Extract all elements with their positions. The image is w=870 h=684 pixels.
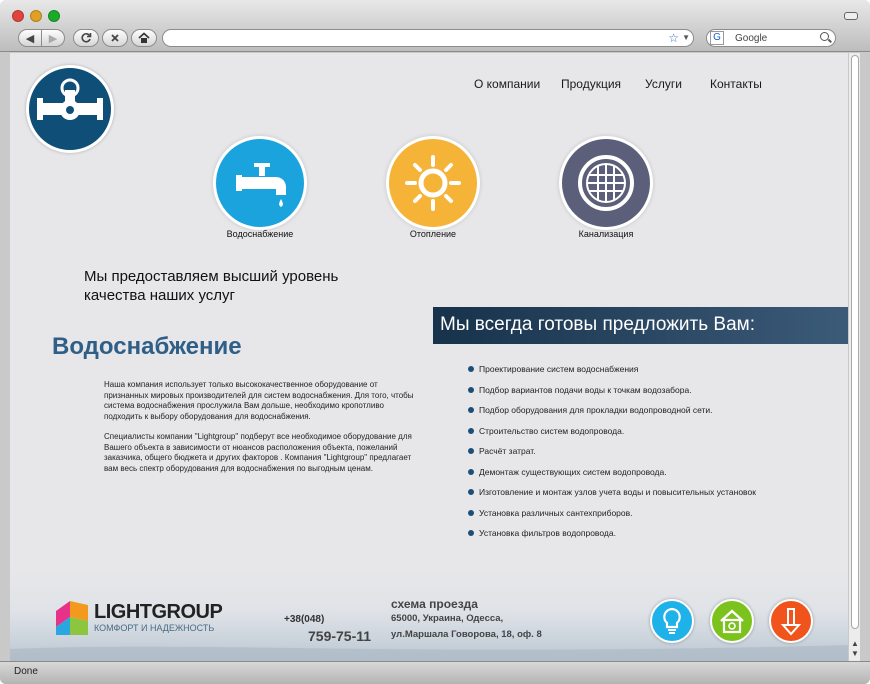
sun-heating-icon <box>389 139 477 227</box>
scrollbar-thumb[interactable] <box>851 55 859 629</box>
nav-item-contacts[interactable]: Контакты <box>710 77 762 91</box>
status-bar <box>0 661 870 684</box>
status-text: Done <box>14 666 38 677</box>
service-water-supply[interactable] <box>216 139 304 227</box>
service-label-water-supply[interactable]: Водоснабжение <box>226 229 294 239</box>
offer-list-item: Расчёт затрат. <box>468 446 756 467</box>
back-icon: ◀ <box>25 32 35 45</box>
reload-button[interactable] <box>73 29 99 47</box>
search-field[interactable] <box>706 29 836 47</box>
forward-button[interactable] <box>41 29 65 47</box>
body-paragraph: Специалисты компании "Lightgroup" подберут все необходимое оборудование для Вашего объекта в зависимости от нюансов расположения объекта, пожеланий заказчика, общего бюджета и других факторов . Компания "Lightgroup" предлагает вам весь спектр оборудования для водоснабжения по выгодным ценам. <box>104 432 412 473</box>
faucet-icon <box>216 139 304 227</box>
bookmark-star-icon[interactable]: ☆ <box>668 31 679 45</box>
home-button[interactable] <box>131 29 157 47</box>
home-icon <box>138 32 150 44</box>
lightbulb-icon <box>652 601 692 641</box>
minimize-window-button[interactable] <box>30 10 42 22</box>
stop-button[interactable] <box>102 29 128 47</box>
footer-wave-decoration <box>10 641 848 661</box>
address-bar[interactable] <box>162 29 694 47</box>
site-logo[interactable] <box>26 65 114 153</box>
section-body <box>104 380 422 484</box>
offer-banner: Мы всегда готовы предложить Вам: <box>433 307 848 344</box>
nav-item-services[interactable]: Услуги <box>645 77 682 91</box>
scroll-down-icon[interactable]: ▼ <box>851 649 859 658</box>
manhole-grate-icon <box>562 139 650 227</box>
forward-icon: ▶ <box>48 32 58 45</box>
google-icon[interactable]: G <box>710 31 724 45</box>
nav-item-about[interactable]: О компании <box>474 77 541 91</box>
offer-list-item: Подбор оборудования для прокладки водопроводной сети. <box>468 405 756 426</box>
chevron-down-icon[interactable]: ▼ <box>682 33 690 42</box>
eco-house-icon <box>712 601 752 641</box>
reload-icon <box>80 32 92 44</box>
warning-arrow-icon <box>771 601 811 641</box>
stop-icon <box>110 33 120 43</box>
vertical-scrollbar[interactable] <box>848 53 860 661</box>
phone-number: 759-75-11 <box>308 628 372 644</box>
nav-item-products[interactable]: Продукция <box>561 77 622 91</box>
service-sewerage[interactable] <box>562 139 650 227</box>
warning-arrow-button[interactable] <box>769 599 813 643</box>
lightgroup-logo-icon[interactable] <box>56 601 88 635</box>
address-line: ул.Маршала Говорова, 18, оф. 8 <box>391 629 542 640</box>
maximize-window-button[interactable] <box>48 10 60 22</box>
offer-list-item: Подбор вариантов подачи воды к точкам водозабора. <box>468 385 756 406</box>
scroll-up-icon[interactable]: ▲ <box>851 639 859 648</box>
service-label-sewerage[interactable]: Канализация <box>578 229 634 239</box>
valve-pipe-icon <box>29 68 111 150</box>
map-link[interactable]: схема проезда <box>391 597 478 611</box>
address-line: 65000, Украина, Одесса, <box>391 613 504 624</box>
offer-list-item: Изготовление и монтаж узлов учета воды и повысительных установок <box>468 487 756 508</box>
service-heating[interactable] <box>389 139 477 227</box>
page-footer <box>10 571 848 661</box>
brand-name[interactable]: LIGHTGROUP <box>94 601 223 623</box>
tagline: Мы предоставляем высший уровень качества наших услуг <box>84 268 339 304</box>
brand-slogan: КОМФОРТ И НАДЕЖНОСТЬ <box>94 623 215 633</box>
service-label-heating[interactable]: Отопление <box>409 229 457 239</box>
offer-list-item: Проектирование систем водоснабжения <box>468 364 756 385</box>
offer-list <box>468 364 756 549</box>
search-icon[interactable] <box>820 32 829 41</box>
toolbar-toggle-button[interactable] <box>844 12 858 20</box>
offer-list-item: Установка различных сантехприборов. <box>468 508 756 529</box>
search-placeholder: Google <box>735 33 768 44</box>
section-heading: Водоснабжение <box>52 333 242 360</box>
lightbulb-button[interactable] <box>650 599 694 643</box>
phone-code: +38(048) <box>284 614 325 625</box>
page-viewport <box>10 53 848 661</box>
close-window-button[interactable] <box>12 10 24 22</box>
offer-list-item: Установка фильтров водопровода. <box>468 528 756 549</box>
offer-list-item: Демонтаж существующих систем водопровода. <box>468 467 756 488</box>
browser-toolbar <box>0 0 870 52</box>
offer-list-item: Строительство систем водопровода. <box>468 426 756 447</box>
body-paragraph: Наша компания использует только высококачественное оборудование от признанных мировых производителей для систем водоснабжения. Для того, чтобы система водоснабжения прослужила Вам дольше, необходимо кропотливо подходить к выбору оборудования для водоснабжения. <box>104 380 414 421</box>
eco-house-button[interactable] <box>710 599 754 643</box>
back-button[interactable] <box>18 29 42 47</box>
